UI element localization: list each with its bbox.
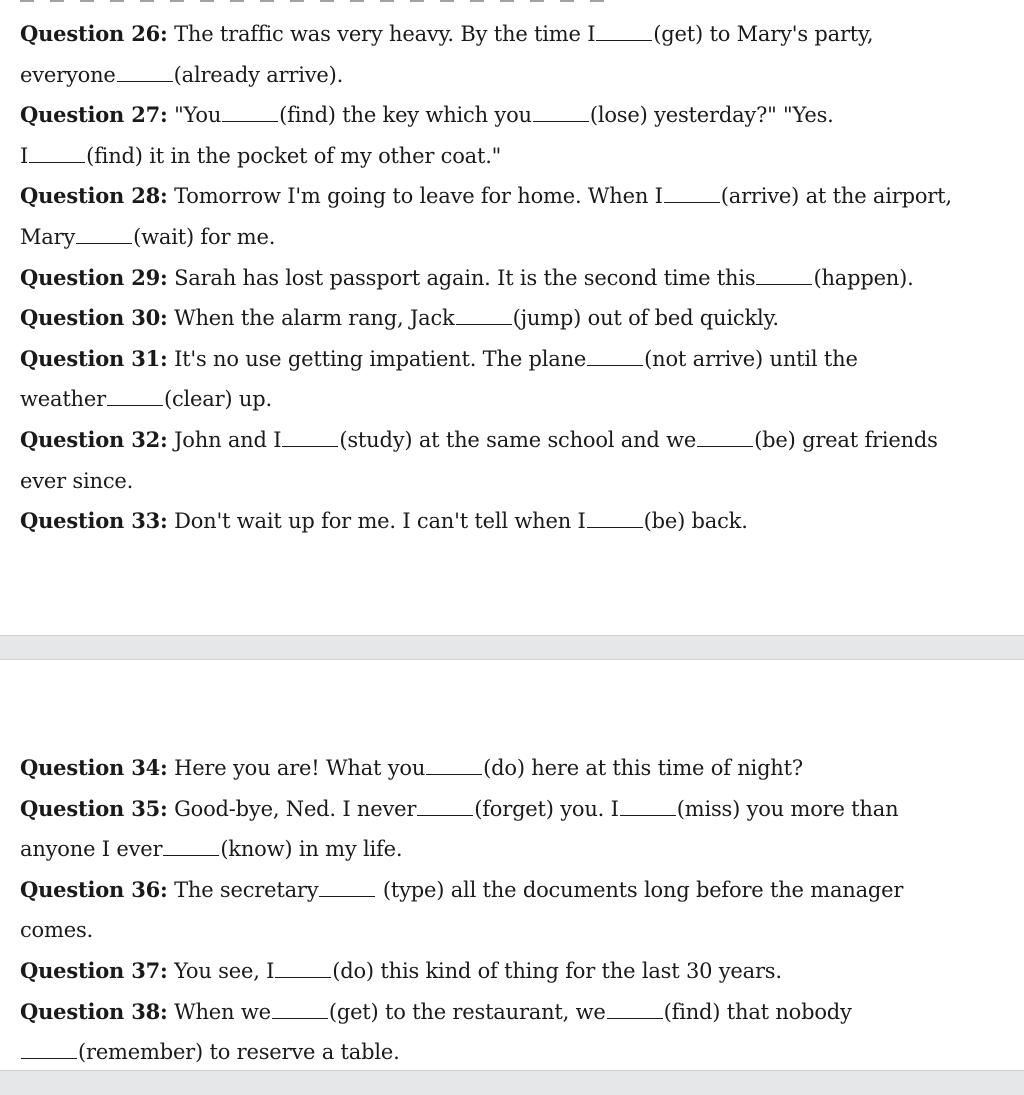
question-item [20, 992, 1020, 1073]
question-line [20, 379, 1020, 420]
question-line [20, 829, 1020, 870]
question-list [20, 748, 1020, 1073]
answer-blank [117, 63, 173, 82]
question-item [20, 951, 1020, 992]
page-break [0, 635, 1024, 660]
answer-blank [587, 509, 643, 528]
question-item [20, 258, 1020, 299]
question-line [20, 217, 1020, 258]
question-text: The secretary (type) all the documents long before the manager [174, 877, 904, 902]
question-text: anyone I ever (know) in my life. [20, 837, 403, 862]
question-line [20, 870, 1020, 911]
answer-blank [163, 837, 219, 856]
question-text: Don't wait up for me. I can't tell when I (be) back. [174, 509, 748, 534]
question-line [20, 14, 1020, 55]
question-number: Question 26: [20, 21, 168, 46]
question-line [20, 461, 1020, 502]
answer-blank [456, 306, 512, 325]
question-text: You see, I (do) this kind of thing for the last 30 years. [174, 958, 782, 983]
question-line [20, 1032, 1020, 1073]
question-text: John and I (study) at the same school and we (be) great friends [174, 427, 938, 452]
answer-blank [426, 756, 482, 775]
question-line [20, 298, 1020, 339]
question-number: Question 35: [20, 795, 168, 821]
answer-blank [664, 184, 720, 203]
question-number: Question 32: [20, 426, 168, 452]
question-item [20, 420, 1020, 501]
question-text: Tomorrow I'm going to leave for home. When I (arrive) at the airport, [174, 184, 952, 209]
question-text: weather (clear) up. [20, 387, 272, 412]
answer-blank [282, 428, 338, 447]
page-bottom-edge [0, 1070, 1024, 1095]
question-number: Question 28: [20, 183, 168, 209]
question-number: Question 38: [20, 998, 168, 1024]
question-line [20, 55, 1020, 96]
question-list [20, 14, 1020, 542]
question-line [20, 420, 1020, 461]
question-text: Mary (wait) for me. [20, 224, 276, 249]
answer-blank [107, 387, 163, 406]
question-item [20, 176, 1020, 257]
question-number: Question 37: [20, 957, 168, 983]
question-text: Sarah has lost passport again. It is the second time this (happen). [174, 265, 914, 290]
question-line [20, 910, 1020, 951]
answer-blank [319, 878, 375, 897]
question-text: comes. [20, 918, 93, 943]
question-item [20, 501, 1020, 542]
answer-blank [756, 266, 812, 285]
question-text: It's no use getting impatient. The plane (not arrive) until the [174, 346, 858, 371]
question-number: Question 27: [20, 102, 168, 128]
question-text: When the alarm rang, Jack (jump) out of bed quickly. [174, 306, 779, 331]
question-text: ever since. [20, 468, 134, 493]
question-text: everyone (already arrive). [20, 62, 344, 87]
question-item [20, 339, 1020, 420]
question-text: Here you are! What you (do) here at this time of night? [174, 756, 803, 780]
question-text: The traffic was very heavy. By the time I (get) to Mary's party, [174, 22, 874, 46]
answer-blank [222, 103, 278, 122]
question-text: Good-bye, Ned. I never (forget) you. I (miss) you more than [174, 796, 899, 821]
previous-line-fragment [0, 0, 1024, 3]
question-text: I (find) it in the pocket of my other coat." [20, 143, 502, 168]
question-text: (remember) to reserve a table. [20, 1040, 400, 1064]
question-line [20, 789, 1020, 830]
question-number: Question 33: [20, 508, 168, 534]
question-line [20, 339, 1020, 380]
question-line [20, 748, 1020, 789]
question-text: "You (find) the key which you (lose) yesterday?" "Yes. [174, 103, 834, 128]
answer-blank [533, 103, 589, 122]
question-number: Question 36: [20, 876, 168, 902]
question-item [20, 789, 1020, 870]
answer-blank [29, 144, 85, 163]
question-line [20, 501, 1020, 542]
question-number: Question 34: [20, 755, 168, 780]
question-line [20, 176, 1020, 217]
question-line [20, 992, 1020, 1033]
question-number: Question 30: [20, 305, 168, 331]
question-line [20, 95, 1020, 136]
answer-blank [587, 347, 643, 366]
answer-blank [620, 797, 676, 816]
answer-blank [272, 1000, 328, 1019]
answer-blank [417, 797, 473, 816]
answer-blank [21, 1040, 77, 1059]
question-item [20, 14, 1020, 95]
question-line [20, 136, 1020, 177]
question-number: Question 29: [20, 264, 168, 290]
question-line [20, 258, 1020, 299]
answer-blank [596, 22, 652, 41]
question-item [20, 298, 1020, 339]
question-item [20, 748, 1020, 789]
answer-blank [76, 225, 132, 244]
answer-blank [275, 959, 331, 978]
question-line [20, 951, 1020, 992]
question-number: Question 31: [20, 345, 168, 371]
question-item [20, 95, 1020, 176]
question-text: When we (get) to the restaurant, we (find) that nobody [174, 999, 852, 1024]
question-item [20, 870, 1020, 951]
answer-blank [697, 428, 753, 447]
document-page-2 [0, 660, 1024, 1070]
answer-blank [607, 1000, 663, 1019]
